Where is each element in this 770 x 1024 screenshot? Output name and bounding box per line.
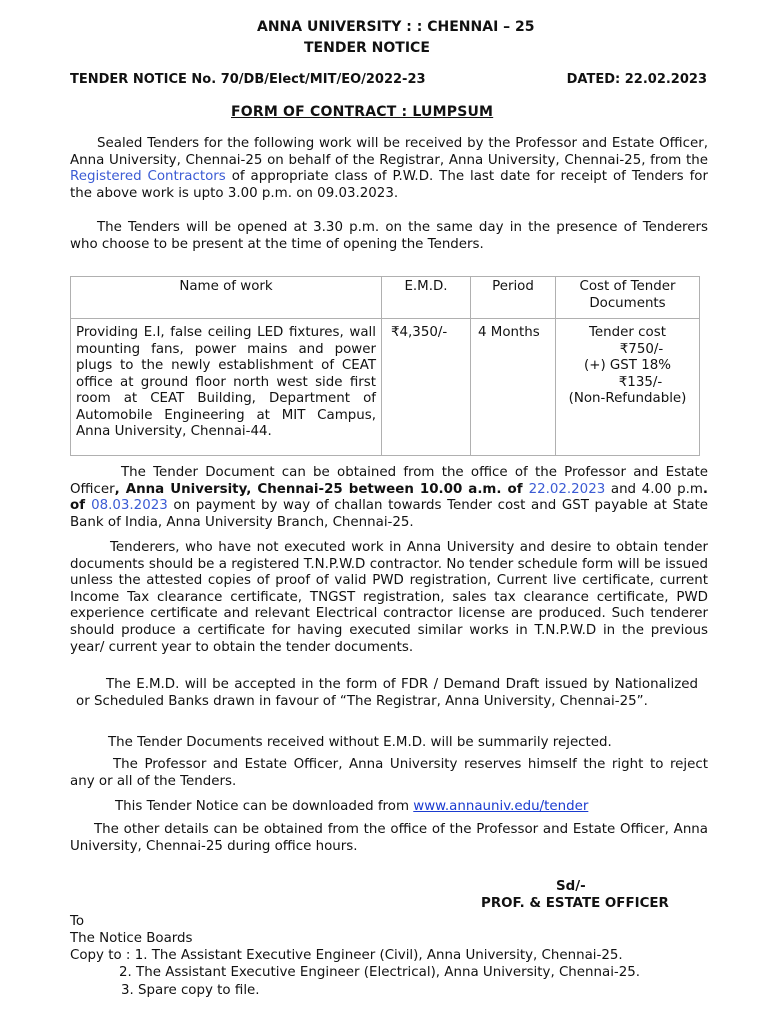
start-date: 22.02.2023 <box>528 481 606 497</box>
university-heading: ANNA UNIVERSITY : : CHENNAI – 25 <box>257 19 535 35</box>
cost-of-tender-cell <box>556 319 700 456</box>
notice-date: DATED: 22.02.2023 <box>566 72 707 87</box>
copy-to-line-1: Copy to : 1. The Assistant Executive Engineer (Civil), Anna University, Chennai-25. <box>70 948 623 963</box>
paragraph-sealed-tenders <box>70 136 708 202</box>
tender-download-link[interactable]: www.annauniv.edu/tender <box>413 799 589 814</box>
para3-text: on payment by way of challan towards Tender cost and GST payable at State Bank of India, Anna University Branch, Chennai-25. <box>70 498 709 530</box>
para3-text: . of <box>70 481 709 514</box>
header-period: Period <box>471 277 556 319</box>
copy-to-line-3: 3. Spare copy to file. <box>121 983 260 998</box>
paragraph-document-availability <box>70 465 708 531</box>
cost-line: (+) GST 18% <box>584 358 671 373</box>
end-date: 08.03.2023 <box>91 498 168 514</box>
form-of-contract-title: FORM OF CONTRACT : LUMPSUM <box>231 104 494 120</box>
work-description: Providing E.I, false ceiling LED fixtures, wall mounting fans, power mains and power plugs to the newly establishment of CEAT office at ground floor north west side first room at CEAT Building, Department of Automobile Engineering at MIT Campus, Anna University, Chennai-44. <box>71 319 382 456</box>
paragraph-rejection: The Tender Documents received without E.M.D. will be summarily rejected. <box>108 735 612 750</box>
document-title: TENDER NOTICE <box>304 40 430 56</box>
copy-to-line-2: 2. The Assistant Executive Engineer (Electrical), Anna University, Chennai-25. <box>119 965 641 980</box>
table-header-row <box>71 277 700 319</box>
emd-amount: ₹4,350/- <box>382 319 471 456</box>
cost-line: ₹135/- <box>618 374 663 390</box>
header-name-of-work: Name of work <box>71 277 382 319</box>
para3-text: The Tender Document can be obtained from the office of the Professor and Estate Officer <box>70 465 708 497</box>
paragraph-download <box>115 798 588 815</box>
para1-text: Sealed Tenders for the following work will be received by the Professor and Estate Officer, Anna University, Chennai-25 on behalf of the Registrar, Anna University, Chennai-25, from the <box>70 136 708 168</box>
cost-line: Tender cost <box>589 325 666 340</box>
signature-sd: Sd/- <box>556 879 586 894</box>
paragraph-tenderer-eligibility: Tenderers, who have not executed work in Anna University and desire to obtain tender documents should be a registered T.N.P.W.D contractor. No tender schedule form will be issued unless the attested copies of proof of valid PWD registration, Current live certificate, current Income Tax clearance certificate, TNGST registration, sales tax clearance certificate, PWD experience certificate and relevant Electrical contractor license are produced. Such tenderer should produce a certificate for having executed similar works in T.N.P.W.D in the previous year/ current year to obtain the tender documents. <box>70 540 708 655</box>
tender-work-table <box>70 276 700 456</box>
cost-line: (Non-Refundable) <box>568 391 687 406</box>
paragraph-opening-time: The Tenders will be opened at 3.30 p.m. on the same day in the presence of Tenderers who choose to be present at the time of opening the Tenders. <box>70 220 708 252</box>
table-row <box>71 319 700 456</box>
signature-designation: PROF. & ESTATE OFFICER <box>481 896 669 911</box>
download-text: This Tender Notice can be downloaded from <box>115 799 414 814</box>
header-emd: E.M.D. <box>382 277 471 319</box>
paragraph-other-details: The other details can be obtained from the office of the Professor and Estate Officer, Anna University, Chennai-25 during office hours. <box>70 822 708 854</box>
period-value: 4 Months <box>471 319 556 456</box>
para3-text: and 4.00 p.m <box>605 481 703 497</box>
cost-line: ₹750/- <box>619 341 664 357</box>
paragraph-emd-form: The E.M.D. will be accepted in the form of FDR / Demand Draft issued by Nationalized or Scheduled Banks drawn in favour of “The Registrar, Anna University, Chennai-25”. <box>76 677 698 709</box>
paragraph-reserve-right: The Professor and Estate Officer, Anna University reserves himself the right to reject any or all of the Tenders. <box>70 757 708 789</box>
header-cost-of-tender-documents: Cost of Tender Documents <box>556 277 700 319</box>
distribution-notice-boards: The Notice Boards <box>70 931 193 946</box>
notice-number: TENDER NOTICE No. 70/DB/Elect/MIT/EO/2022-23 <box>70 72 426 87</box>
para1-text-end: of appropriate class of P.W.D. The last date for receipt of Tenders for the above work is upto 3.00 p.m. on 09.03.2023. <box>70 169 708 201</box>
para3-text: , Anna University, Chennai-25 between 10.00 a.m. of <box>114 481 529 497</box>
distribution-to: To <box>70 914 85 929</box>
registered-contractors-highlight: Registered Contractors <box>70 169 226 185</box>
